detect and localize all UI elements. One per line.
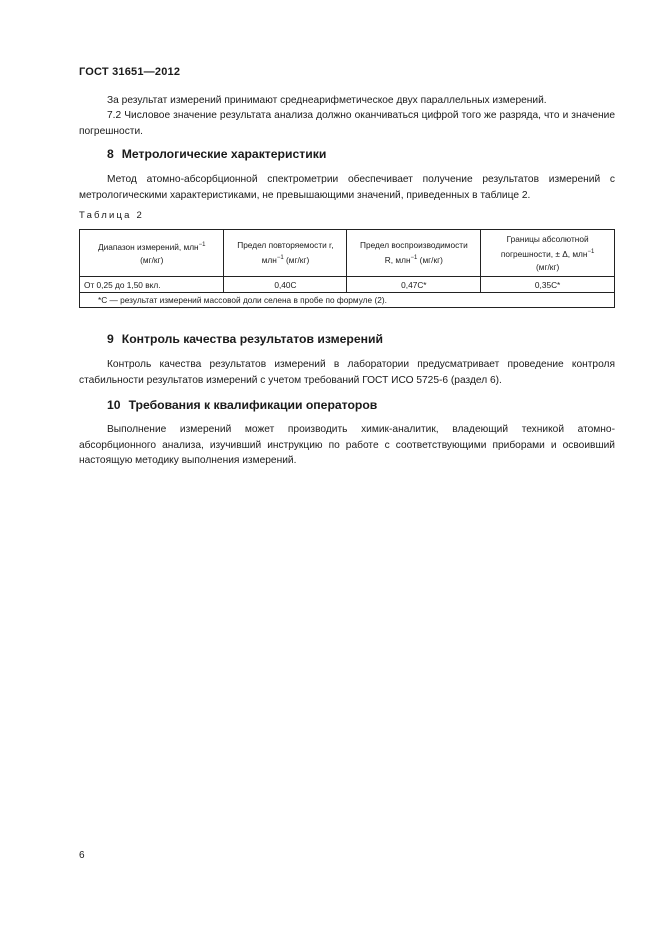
document-header: ГОСТ 31651—2012 xyxy=(79,66,181,78)
cell-reproducibility: 0,47C* xyxy=(347,277,481,293)
header-error-sup: −1 xyxy=(587,248,595,255)
header-repeatability-sup: −1 xyxy=(276,255,284,261)
metrology-table xyxy=(79,229,615,308)
table-header-row xyxy=(80,230,615,277)
paragraph-7-2 xyxy=(79,108,615,139)
section-10-text: Выполнение измерений может производить химик-аналитик, владеющий техникой атомно-абсорбционного анализа, изучивший инструкцию по работе с соответствующими приборами и освоивший настоящую методику выполнения измерений. xyxy=(79,424,615,466)
header-error-line1: Границы абсолютной xyxy=(506,233,589,244)
header-error-line2a: погрешности, ± Δ, млн xyxy=(500,248,588,259)
section-8-text: Метод атомно-абсорбционной спектрометрии обеспечивает получение результатов измерений с метрологическими характеристиками, не превышающими значений, приведенных в таблице 2. xyxy=(79,174,615,201)
section-8-heading xyxy=(107,147,326,161)
header-reproducibility xyxy=(347,230,481,277)
header-range-sup: −1 xyxy=(198,242,206,248)
section-8-number: 8 xyxy=(107,147,114,161)
header-range-line1: Диапазон измерений, млн xyxy=(97,242,199,252)
header-range-line2: (мг/кг) xyxy=(140,255,164,265)
table-note-row xyxy=(80,293,615,308)
paragraph-result xyxy=(79,93,615,109)
page-number: 6 xyxy=(79,850,85,861)
paragraph-result-text: За результат измерений принимают среднеарифметическое двух параллельных измерений. xyxy=(107,95,547,106)
section-8-paragraph xyxy=(79,172,615,203)
header-repeatability-line2b: (мг/кг) xyxy=(283,255,310,265)
section-10-paragraph xyxy=(79,422,615,469)
header-reproducibility-line2b: (мг/кг) xyxy=(417,255,443,265)
table-caption: Таблица 2 xyxy=(79,210,144,221)
section-9-paragraph xyxy=(79,357,615,388)
section-10-heading xyxy=(107,398,377,412)
header-repeatability-line2a: млн xyxy=(261,255,277,265)
section-10-title: Требования к квалификации операторов xyxy=(128,398,378,412)
header-reproducibility-sup: −1 xyxy=(410,255,418,261)
section-9-title: Контроль качества результатов измерений xyxy=(121,332,383,346)
section-9-heading xyxy=(107,332,383,346)
paragraph-7-2-text: 7.2 Числовое значение результата анализа должно оканчиваться цифрой того же разряда, что и значение погрешности. xyxy=(79,110,615,137)
header-reproducibility-line2a: R, млн xyxy=(384,255,411,265)
header-error-line3: (мг/кг) xyxy=(536,261,560,272)
section-9-number: 9 xyxy=(107,332,114,346)
cell-repeatability: 0,40C xyxy=(224,277,347,293)
section-8-title: Метрологические характеристики xyxy=(121,147,327,161)
table-row xyxy=(80,277,615,293)
cell-error-limits: 0,35C* xyxy=(481,277,615,293)
section-9-text: Контроль качества результатов измерений в лаборатории предусматривает проведение контроля стабильности результатов измерений с учетом требований ГОСТ ИСО 5725-6 (раздел 6). xyxy=(79,359,615,386)
header-repeatability xyxy=(224,230,347,277)
table-note: *С — результат измерений массовой доли селена в пробе по формуле (2). xyxy=(80,293,615,308)
cell-range: От 0,25 до 1,50 вкл. xyxy=(80,277,224,293)
header-error-limits xyxy=(481,230,615,277)
header-reproducibility-line1: Предел воспроизводимости xyxy=(360,240,468,250)
header-range xyxy=(80,230,224,277)
header-repeatability-line1: Предел повторяемости r, xyxy=(237,240,334,250)
section-10-number: 10 xyxy=(107,398,121,412)
